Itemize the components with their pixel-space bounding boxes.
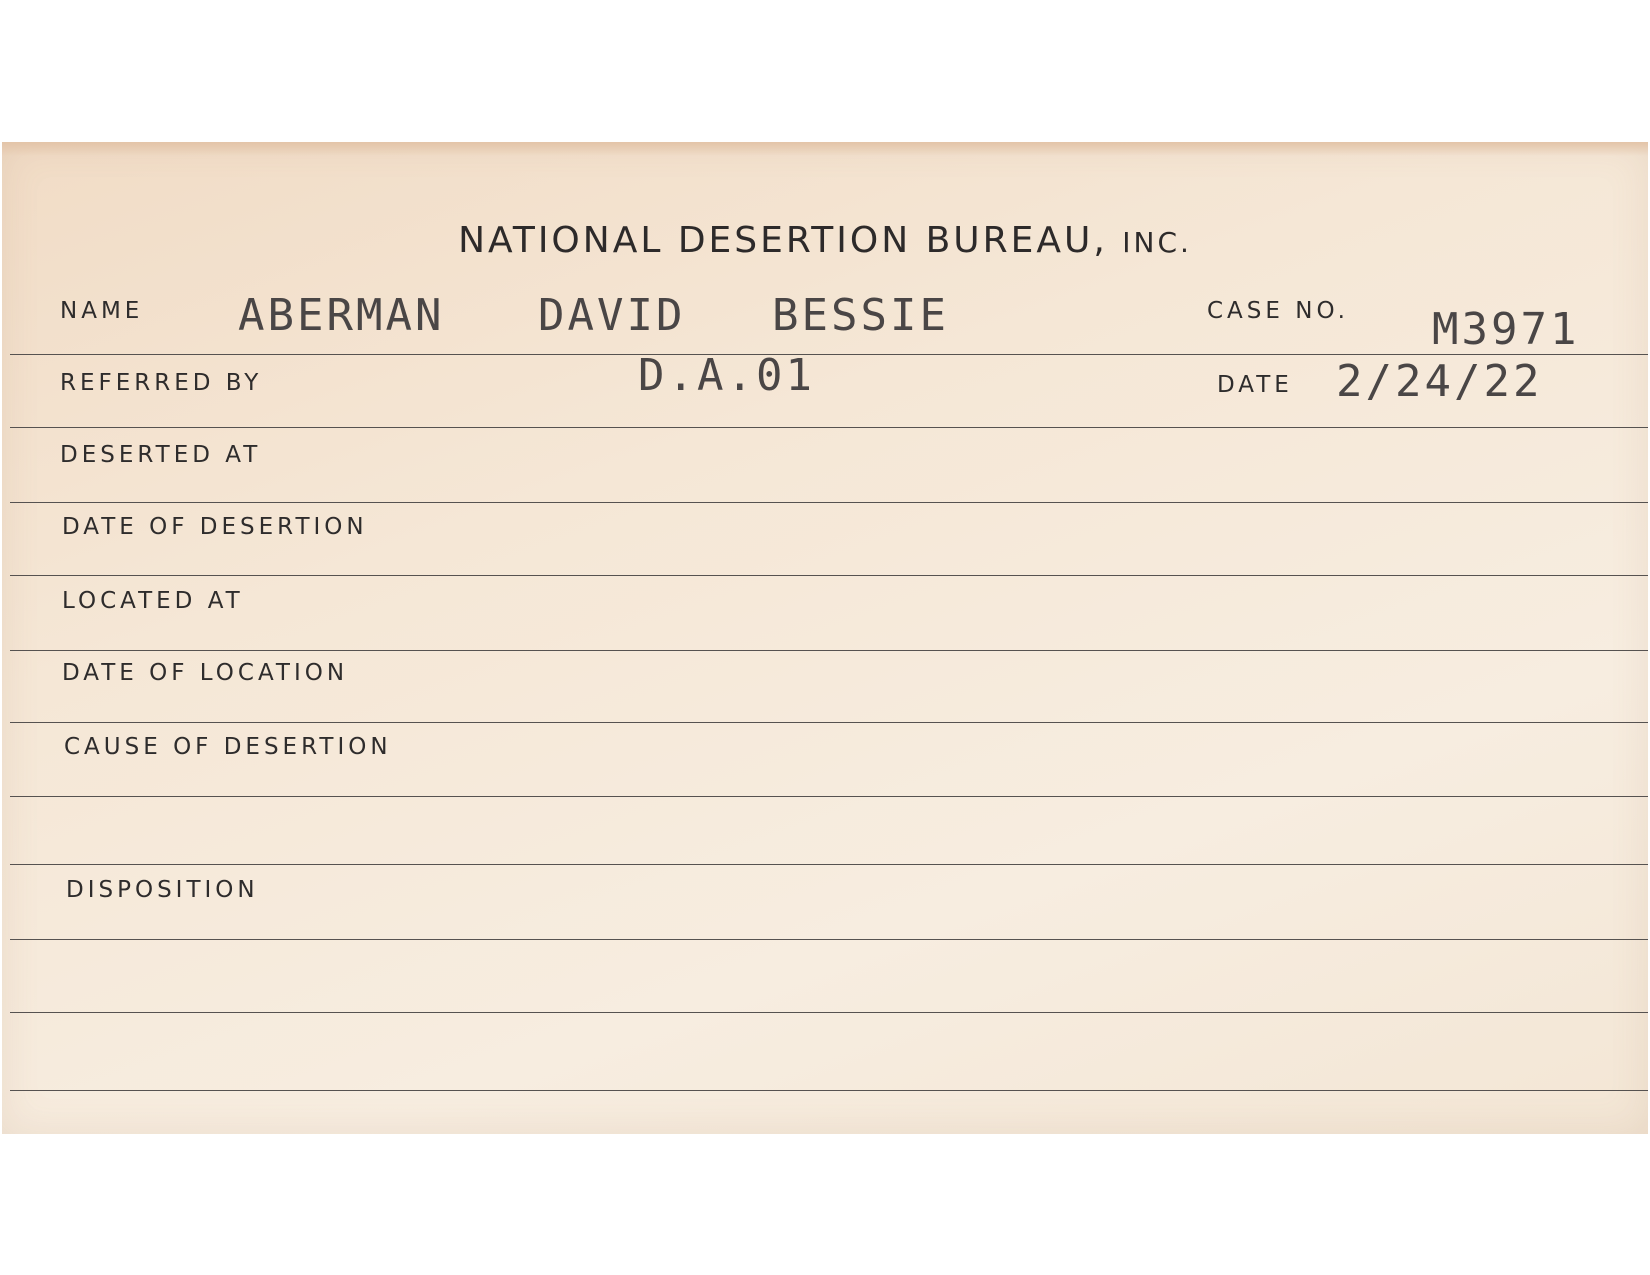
name-value-spouse: BESSIE	[772, 290, 949, 341]
referred-by-rule	[10, 427, 1648, 428]
title-suffix: INC.	[1122, 226, 1192, 259]
date-of-location-label: DATE OF LOCATION	[62, 660, 349, 686]
name-label: NAME	[60, 298, 144, 324]
name-value-surname: ABERMAN	[238, 290, 445, 341]
disposition-rule	[10, 939, 1648, 940]
cause-of-desertion-rule	[10, 796, 1648, 797]
case-no-value: M3971	[1432, 304, 1580, 355]
name-value-first: DAVID	[538, 290, 686, 341]
title-main: NATIONAL DESERTION BUREAU,	[458, 220, 1123, 261]
date-of-desertion-rule	[10, 575, 1648, 576]
date-of-desertion-label: DATE OF DESERTION	[62, 514, 368, 540]
referred-by-label: REFERRED BY	[60, 370, 263, 396]
card-title	[2, 220, 1648, 261]
referred-by-value: D.A.01	[638, 350, 815, 401]
located-at-label: LOCATED AT	[62, 588, 244, 614]
cause-continuation-rule	[10, 864, 1648, 865]
disposition-continuation-rule-1	[10, 1012, 1648, 1013]
cause-of-desertion-label: CAUSE OF DESERTION	[64, 734, 392, 760]
date-of-location-rule	[10, 722, 1648, 723]
case-no-label: CASE NO.	[1207, 298, 1349, 324]
located-at-rule	[10, 650, 1648, 651]
date-label: DATE	[1217, 372, 1293, 398]
date-value: 2/24/22	[1336, 356, 1543, 407]
disposition-continuation-rule-2	[10, 1090, 1648, 1091]
deserted-at-rule	[10, 502, 1648, 503]
deserted-at-label: DESERTED AT	[60, 442, 262, 468]
disposition-label: DISPOSITION	[66, 877, 259, 903]
name-rule	[10, 354, 1648, 355]
index-card	[2, 142, 1648, 1134]
